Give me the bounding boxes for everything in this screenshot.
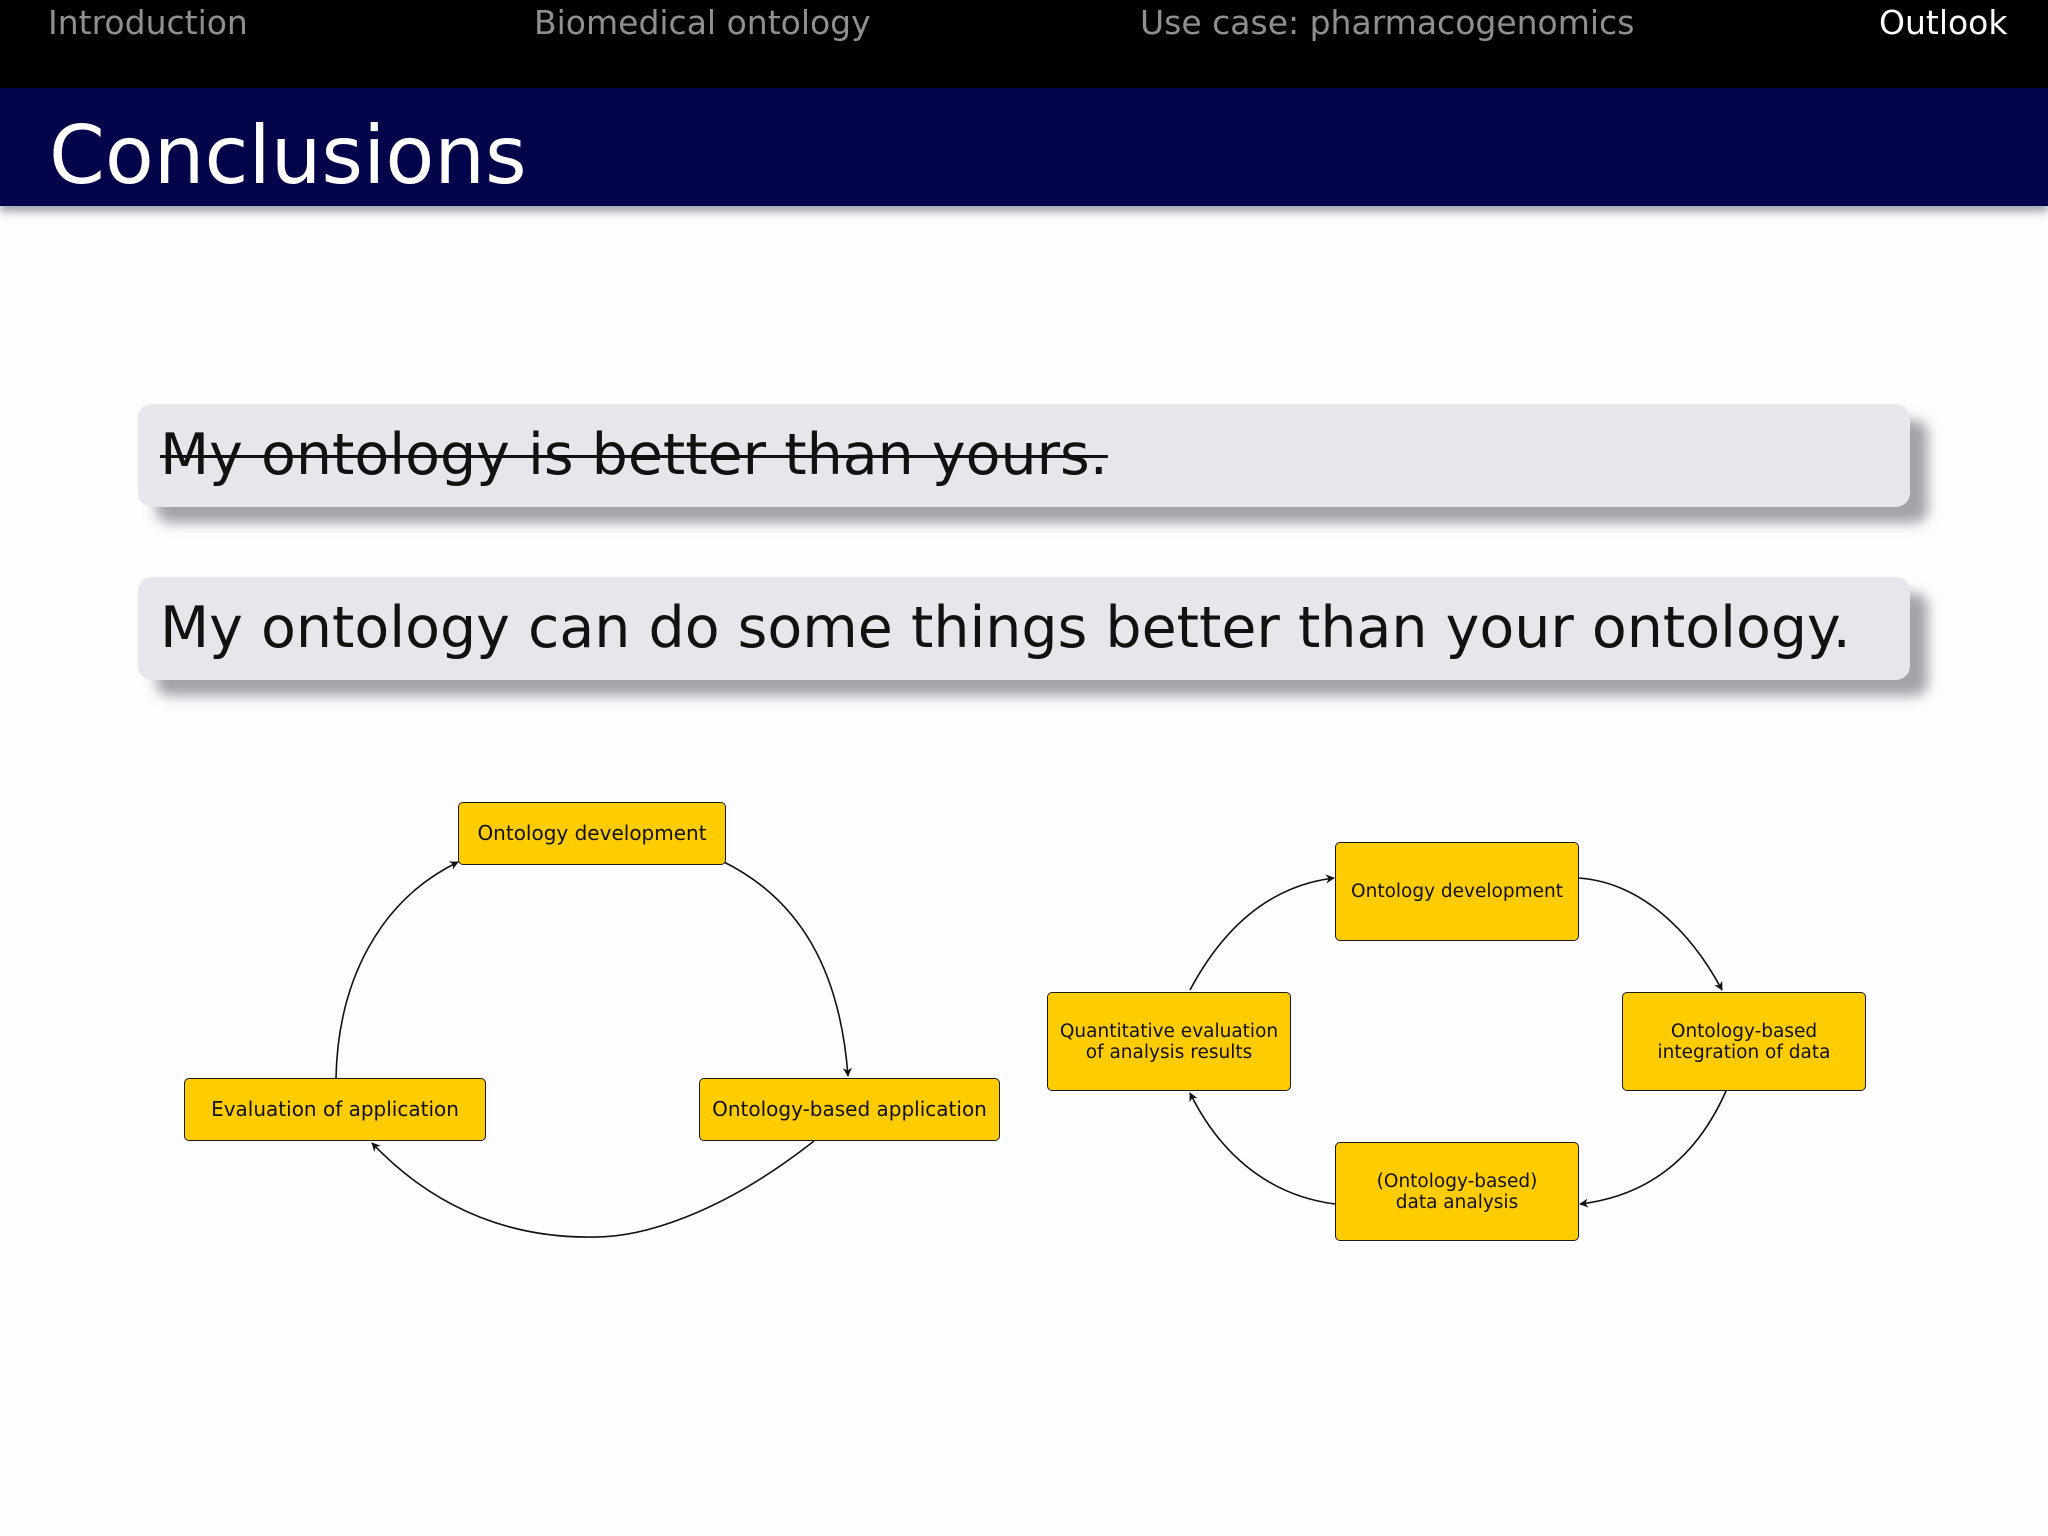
- arrow-right-integ-to-analysis: [1580, 1091, 1726, 1204]
- arrow-left-eval-to-dev: [336, 862, 458, 1078]
- node-right-integration-of-data[interactable]: Ontology-based integration of data: [1622, 992, 1866, 1091]
- arrow-left-dev-to-app: [724, 862, 848, 1076]
- nav-item-use-case[interactable]: Use case: pharmacogenomics: [1140, 3, 1635, 42]
- node-right-data-analysis[interactable]: (Ontology-based) data analysis: [1335, 1142, 1579, 1241]
- arrow-right-quant-to-dev: [1190, 878, 1334, 990]
- statement-text-accepted: My ontology can do some things better than your ontology.: [160, 595, 1851, 661]
- node-left-evaluation-of-application[interactable]: Evaluation of application: [184, 1078, 486, 1141]
- nav-item-outlook[interactable]: Outlook: [1879, 3, 2008, 42]
- node-right-ontology-development[interactable]: Ontology development: [1335, 842, 1579, 941]
- node-right-quantitative-evaluation[interactable]: Quantitative evaluation of analysis results: [1047, 992, 1291, 1091]
- frame-title: Conclusions: [49, 109, 527, 202]
- nav-item-introduction[interactable]: Introduction: [48, 3, 248, 42]
- node-left-ontology-based-application[interactable]: Ontology-based application: [699, 1078, 1000, 1141]
- node-left-ontology-development[interactable]: Ontology development: [458, 802, 726, 865]
- arrow-left-app-to-eval: [372, 1141, 814, 1237]
- arrow-right-dev-to-integ: [1578, 878, 1722, 990]
- statement-text-rejected: My ontology is better than yours.: [160, 422, 1108, 488]
- nav-item-biomedical-ontology[interactable]: Biomedical ontology: [534, 3, 871, 42]
- arrow-right-analysis-to-quant: [1190, 1093, 1335, 1204]
